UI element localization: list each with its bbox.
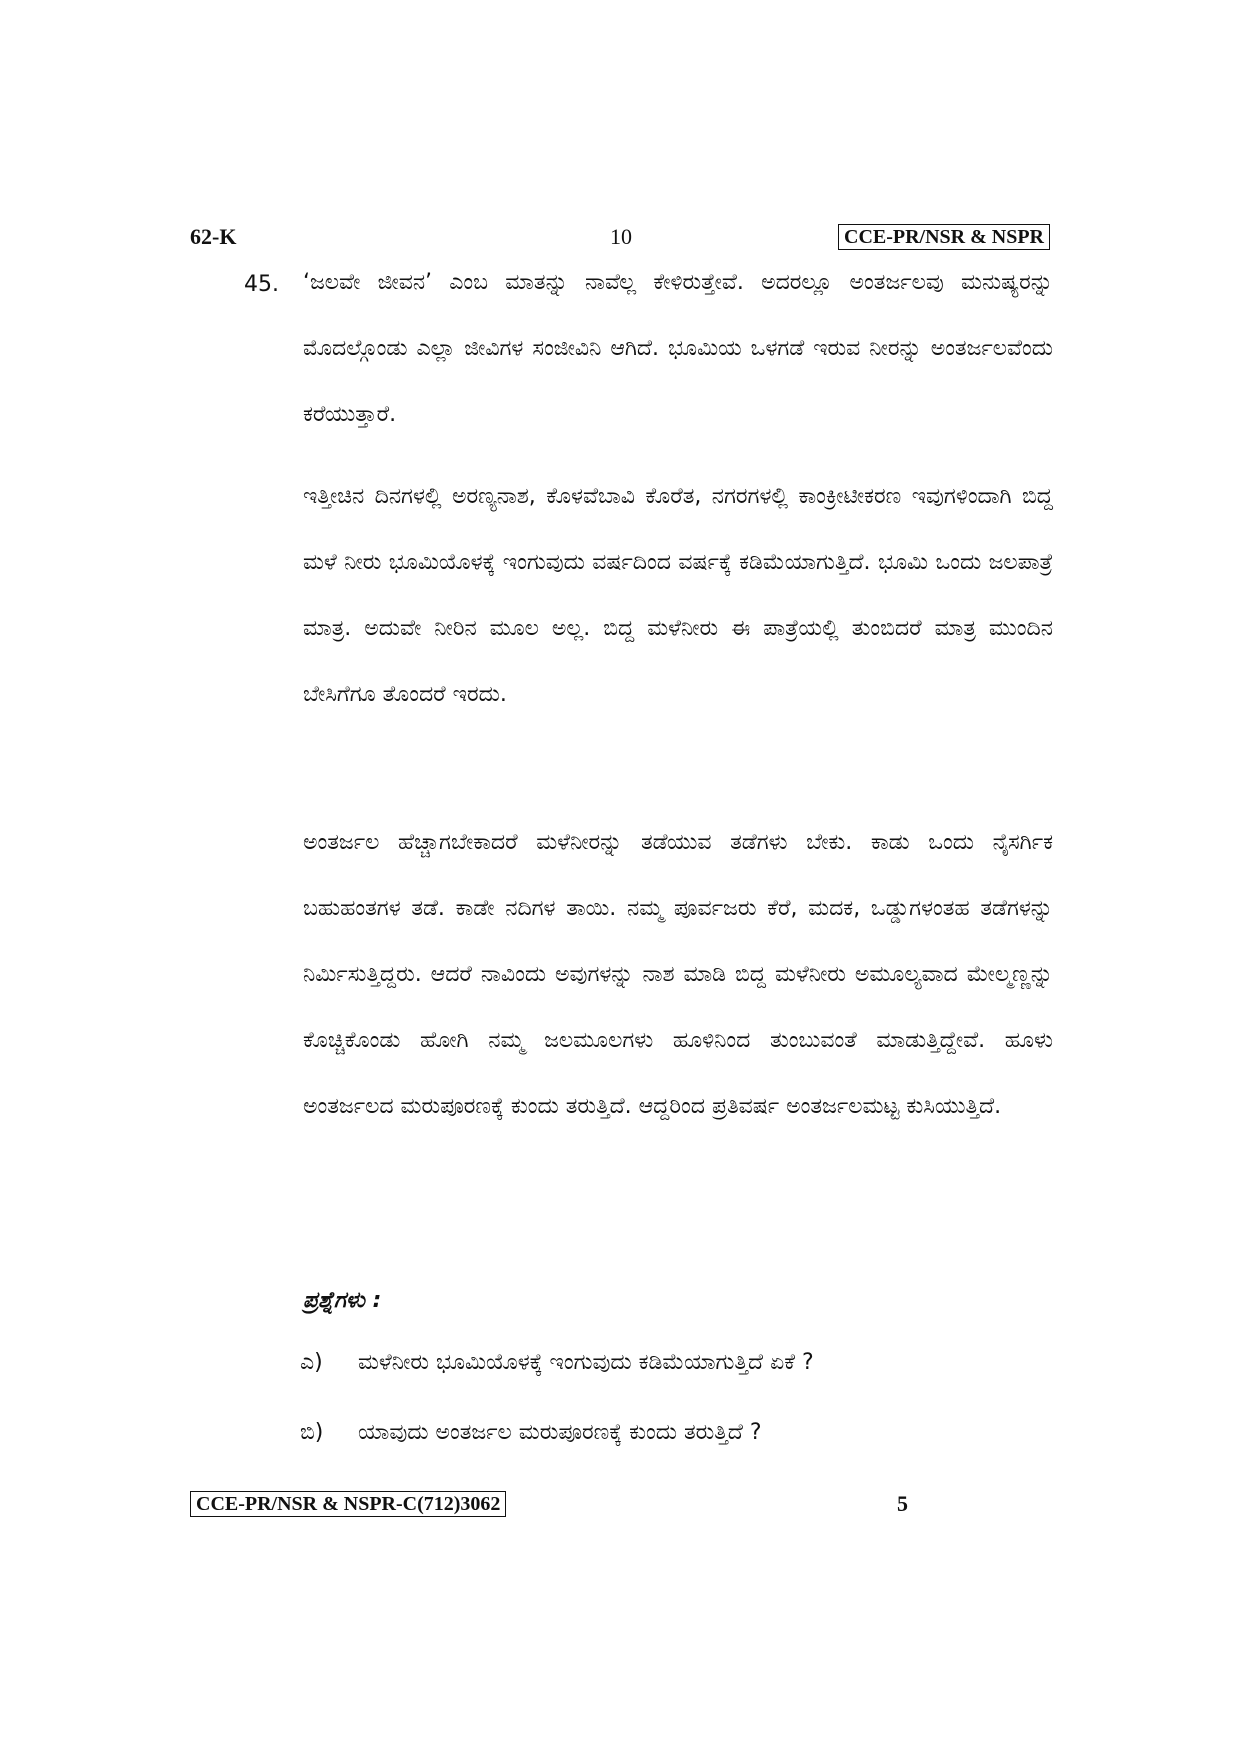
passage-text: ‘ಜಲವೇ ಜೀವನ’ ಎಂಬ ಮಾತನ್ನು ನಾವೆಲ್ಲ ಕೇಳಿರುತ್ತೇವೆ. ಅದರಲ್ಲೂ ಅಂತರ್ಜಲವು ಮನುಷ್ಯರನ್ನು ಮೊದಲ್ಗೊಂಡು ಎಲ್ಲಾ ಜೀವಿಗಳ ಸಂಜೀವಿನಿ ಆಗಿದೆ. ಭೂಮಿಯ ಒಳಗಡೆ ಇರುವ ನೀರನ್ನು ಅಂತರ್ಜಲವೆಂದು ಕರೆಯುತ್ತಾರೆ. — [303, 270, 1053, 427]
passage-text: ಇತ್ತೀಚಿನ ದಿನಗಳಲ್ಲಿ ಅರಣ್ಯನಾಶ, ಕೊಳವೆಬಾವಿ ಕೊರೆತ, ನಗರಗಳಲ್ಲಿ ಕಾಂಕ್ರೀಟೀಕರಣ ಇವುಗಳಿಂದಾಗಿ ಬಿದ್ದ ಮಳೆ ನೀರು ಭೂಮಿಯೊಳಕ್ಕೆ ಇಂಗುವುದು ವರ್ಷದಿಂದ ವರ್ಷಕ್ಕೆ ಕಡಿಮೆಯಾಗುತ್ತಿದೆ. ಭೂಮಿ ಒಂದು ಜಲಪಾತ್ರೆ ಮಾತ್ರ. ಅದುವೇ ನೀರಿನ ಮೂಲ ಅಲ್ಲ. ಬಿದ್ದ ಮಳೆನೀರು ಈ ಪಾತ್ರೆಯಲ್ಲಿ ತುಂಬಿದರೆ ಮಾತ್ರ ಮುಂದಿನ ಬೇಸಿಗೆಗೂ ತೊಂದರೆ ಇರದು. — [303, 484, 1053, 707]
footer-code-box: CCE-PR/NSR & NSPR-C(712)3062 — [190, 1491, 506, 1517]
exam-code-box: CCE-PR/NSR & NSPR — [838, 224, 1050, 250]
question-number: 45. — [244, 272, 279, 297]
sub-question-a — [300, 1350, 814, 1375]
passage-paragraph-1 — [303, 250, 1053, 448]
footer-page-number: 5 — [897, 1491, 908, 1516]
passage-paragraph-2 — [303, 464, 1053, 728]
sub-question-label: ಬಿ) — [300, 1420, 324, 1445]
passage-text: ಅಂತರ್ಜಲ ಹೆಚ್ಚಾಗಬೇಕಾದರೆ ಮಳೆನೀರನ್ನು ತಡೆಯುವ ತಡೆಗಳು ಬೇಕು. ಕಾಡು ಒಂದು ನೈಸರ್ಗಿಕ ಬಹುಹಂತಗಳ ತಡೆ. ಕಾಡೇ ನದಿಗಳ ತಾಯಿ. ನಮ್ಮ ಪೂರ್ವಜರು ಕೆರೆ, ಮದಕ, ಒಡ್ಡುಗಳಂತಹ ತಡೆಗಳನ್ನು ನಿರ್ಮಿಸುತ್ತಿದ್ದರು. ಆದರೆ ನಾವಿಂದು ಅವುಗಳನ್ನು ನಾಶ ಮಾಡಿ ಬಿದ್ದ ಮಳೆನೀರು ಅಮೂಲ್ಯವಾದ ಮೇಲ್ಮಣ್ಣನ್ನು ಕೊಚ್ಚಿಕೊಂಡು ಹೋಗಿ ನಮ್ಮ ಜಲಮೂಲಗಳು ಹೂಳಿನಿಂದ ತುಂಬುವಂತೆ ಮಾಡುತ್ತಿದ್ದೇವೆ. ಹೂಳು ಅಂತರ್ಜಲದ ಮರುಪೂರಣಕ್ಕೆ ಕುಂದು ತರುತ್ತಿದೆ. ಆದ್ದರಿಂದ ಪ್ರತಿವರ್ಷ ಅಂತರ್ಜಲಮಟ್ಟ ಕುಸಿಯುತ್ತಿದೆ. — [303, 830, 1053, 1119]
page-number: 10 — [610, 224, 632, 249]
questions-heading: ಪ್ರಶ್ನೆಗಳು : — [303, 1288, 382, 1313]
paper-code: 62-K — [190, 224, 237, 249]
sub-question-label: ಎ) — [300, 1350, 323, 1375]
passage-paragraph-3 — [303, 810, 1053, 1140]
sub-question-text: ಯಾವುದು ಅಂತರ್ಜಲ ಮರುಪೂರಣಕ್ಕೆ ಕುಂದು ತರುತ್ತಿದೆ ? — [358, 1420, 762, 1445]
sub-question-text: ಮಳೆನೀರು ಭೂಮಿಯೊಳಕ್ಕೆ ಇಂಗುವುದು ಕಡಿಮೆಯಾಗುತ್ತಿದೆ ಏಕೆ ? — [358, 1350, 814, 1375]
sub-question-b — [300, 1420, 762, 1445]
